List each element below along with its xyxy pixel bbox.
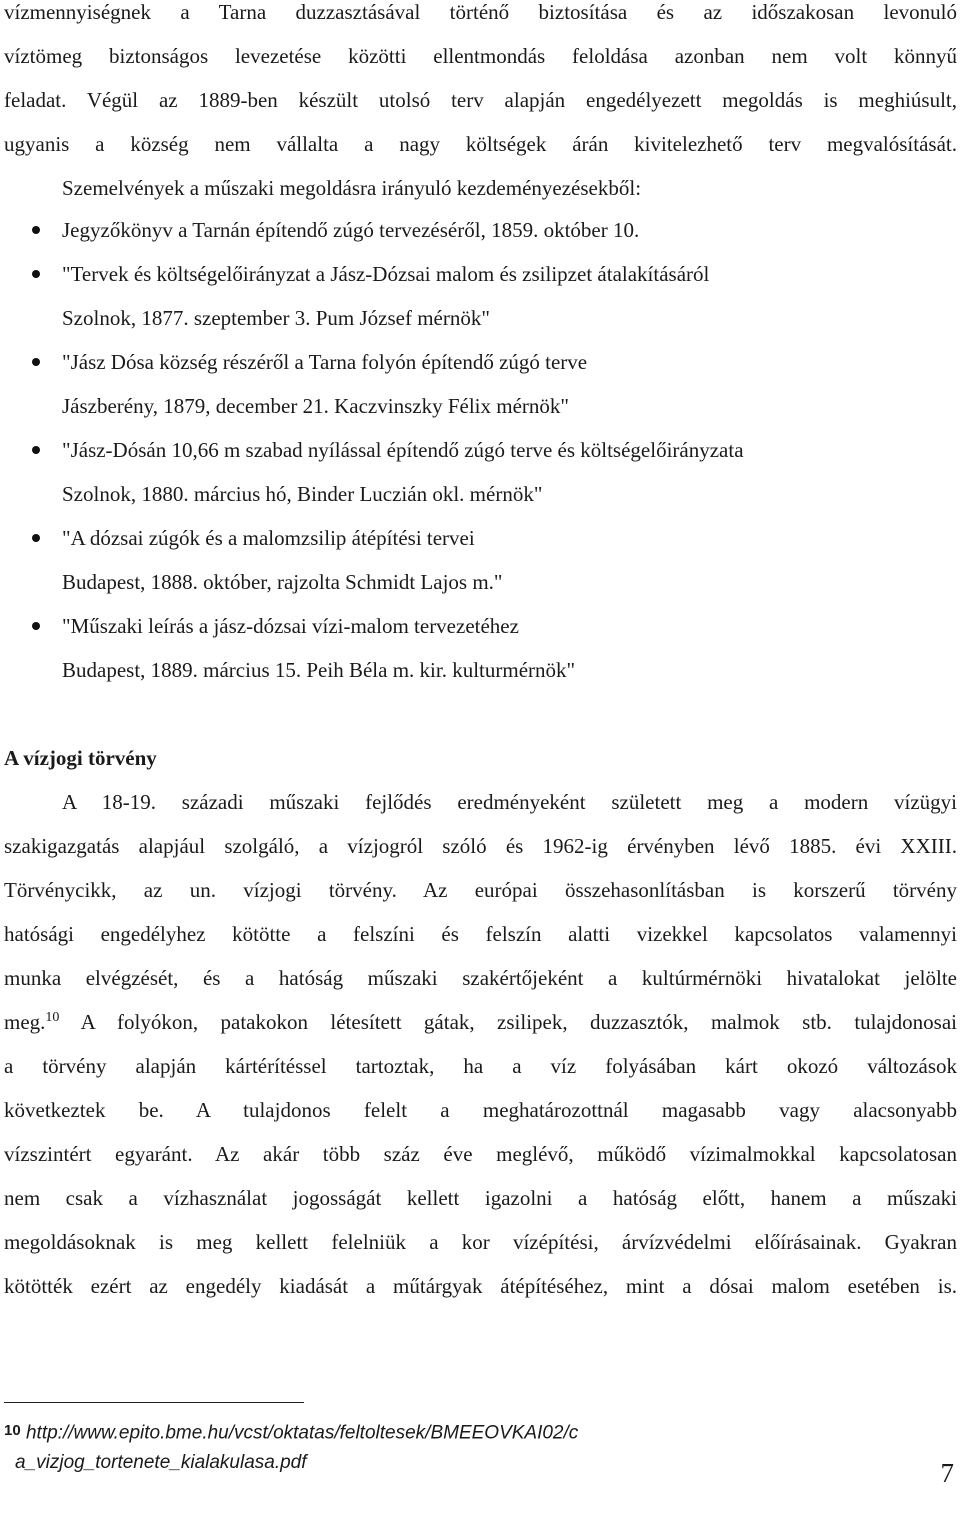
list-item	[0, 604, 744, 692]
paragraph-line: ugyanis a község nem vállalta a nagy költségek árán kivitelezhető terv megvalósítását.	[4, 132, 957, 156]
footnote-divider	[4, 1402, 304, 1403]
list-item-line: Jegyzőkönyv a Tarnán építendő zúgó tervezéséről, 1859. október 10.	[62, 218, 640, 242]
paragraph-line: vízszintért egyaránt. Az akár több száz éve meglévő, működő vízimalmokkal kapcsolatosan	[4, 1142, 957, 1166]
list-item	[0, 340, 744, 428]
paragraph-line: A 18-19. századi műszaki fejlődés eredményeként született meg a modern vízügyi	[62, 790, 957, 814]
paragraph-line-with-ref	[4, 1000, 957, 1044]
paragraph-line: hatósági engedélyhez kötötte a felszíni és felszín alatti vizekkel kapcsolatos valamennyi	[4, 922, 957, 946]
intro-line: Szemelvények a műszaki megoldásra irányuló kezdeményezésekből:	[62, 176, 642, 200]
paragraph-line: víztömeg biztonságos levezetése közötti ellentmondás feloldása azonban nem volt könnyű	[4, 44, 957, 68]
bullet-icon	[32, 226, 40, 234]
footnote-ref[interactable]: 10	[45, 1010, 60, 1025]
paragraph-line: Törvénycikk, az un. vízjogi törvény. Az európai összehasonlításban is korszerű törvény	[4, 878, 957, 902]
list-item-line: "Jász-Dósán 10,66 m szabad nyílással építendő zúgó terve és költségelőirányzata	[62, 438, 744, 462]
list-item	[0, 252, 744, 340]
bullet-icon	[32, 446, 40, 454]
paragraph-line: munka elvégzését, és a hatóság műszaki szakértőjeként a kultúrmérnöki hivatalokat jelölte	[4, 966, 957, 990]
paragraph-line: szakigazgatás alapjául szolgáló, a vízjogról szóló és 1962-ig érvényben lévő 1885. évi XXIII.	[4, 834, 957, 858]
footnote-link-continued[interactable]: a_vizjog_tortenete_kialakulasa.pdf	[15, 1452, 307, 1474]
paragraph-line: a törvény alapján kártérítéssel tartoztak, ha a víz folyásában kárt okozó változások	[4, 1054, 957, 1078]
page-number: 7	[940, 1458, 954, 1488]
list-item-line: Budapest, 1888. október, rajzolta Schmidt Lajos m."	[62, 570, 503, 594]
footnote-number: 10	[4, 1422, 21, 1439]
plan-list	[0, 208, 744, 692]
footnote-link[interactable]: http://www.epito.bme.hu/vcst/oktatas/feltoltesek/BMEEOVKAI02/c	[25, 1422, 579, 1444]
list-item-line: "Műszaki leírás a jász-dózsai vízi-malom tervezetéhez	[62, 614, 519, 638]
section-heading: A vízjogi törvény	[4, 746, 157, 770]
list-item-line: "Tervek és költségelőirányzat a Jász-Dózsai malom és zsilipzet átalakításáról	[62, 262, 710, 286]
list-item-line: Budapest, 1889. március 15. Peih Béla m. kir. kulturmérnök"	[62, 658, 576, 682]
main-paragraph	[4, 780, 957, 1308]
top-paragraph	[4, 0, 957, 166]
paragraph-line: nem csak a vízhasználat jogosságát kellett igazolni a hatóság előtt, hanem a műszaki	[4, 1186, 957, 1210]
bullet-icon	[32, 622, 40, 630]
paragraph-first-line	[4, 780, 957, 824]
list-item-line: Szolnok, 1877. szeptember 3. Pum József mérnök"	[62, 306, 490, 330]
paragraph-line: megoldásoknak is meg kellett felelniük a kor vízépítési, árvízvédelmi előírásainak. Gyakran	[4, 1230, 957, 1254]
list-item-line: Szolnok, 1880. március hó, Binder Luczián okl. mérnök"	[62, 482, 543, 506]
list-item-line: "A dózsai zúgók és a malomzsilip átépítési tervei	[62, 526, 475, 550]
ref-line-before: meg.	[4, 1010, 46, 1034]
list-item	[0, 208, 744, 252]
bullet-icon	[32, 270, 40, 278]
footnote	[4, 1412, 578, 1478]
ref-line-after: A folyókon, patakokon létesített gátak, zsilipek, duzzasztók, malmok stb. tulajdonosai	[59, 1010, 957, 1034]
list-item-line: "Jász Dósa község részéről a Tarna folyón építendő zúgó terve	[62, 350, 588, 374]
list-item	[0, 428, 744, 516]
bullet-icon	[32, 358, 40, 366]
bullet-icon	[32, 534, 40, 542]
paragraph-line: következtek be. A tulajdonos felelt a meghatározottnál magasabb vagy alacsonyabb	[4, 1098, 957, 1122]
paragraph-line: vízmennyiségnek a Tarna duzzasztásával történő biztosítása és az időszakosan levonuló	[4, 0, 957, 24]
paragraph-line: kötötték ezért az engedély kiadását a műtárgyak átépítéséhez, mint a dósai malom esetében is.	[4, 1274, 957, 1298]
paragraph-line: feladat. Végül az 1889-ben készült utolsó terv alapján engedélyezett megoldás is meghiúsult,	[4, 88, 957, 112]
list-item	[0, 516, 744, 604]
list-item-line: Jászberény, 1879, december 21. Kaczvinszky Félix mérnök"	[62, 394, 569, 418]
